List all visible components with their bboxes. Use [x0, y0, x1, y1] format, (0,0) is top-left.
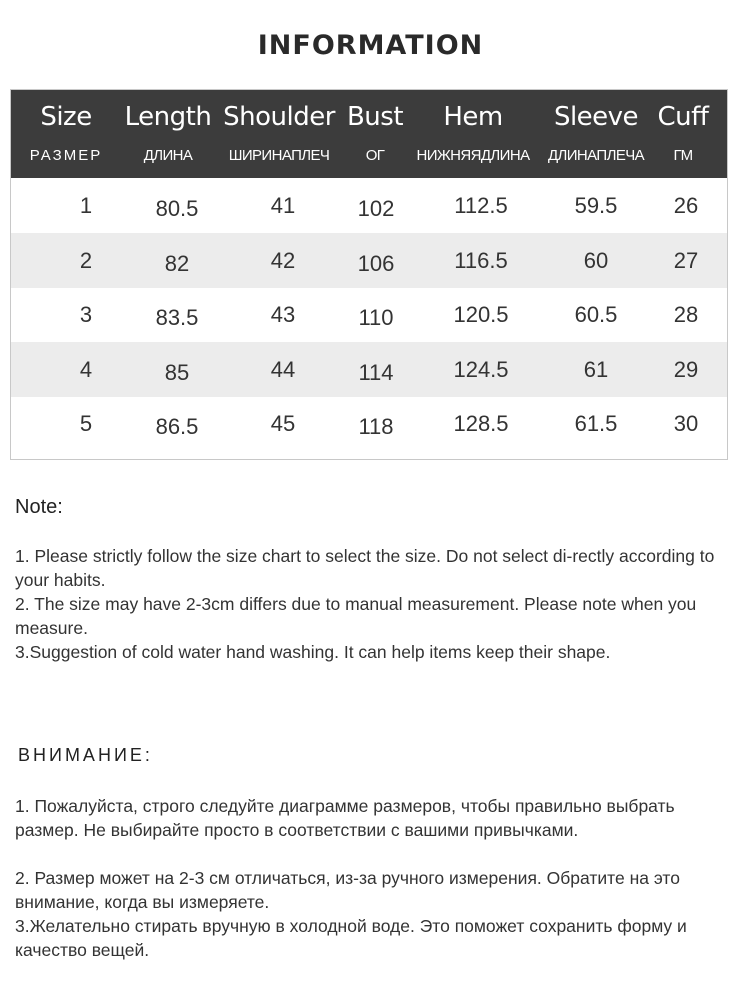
ru-note-item: 1. Пожалуйста, строго следуйте диаграмме размеров, чтобы правильно выбрать размер. Не выбирайте просто в соответствии с вашими привычками.: [15, 796, 675, 840]
note-item: 3.Suggestion of cold water hand washing. It can help items keep their shape.: [15, 642, 611, 662]
cell-bust: 118: [358, 414, 394, 439]
header-label: Length: [124, 102, 212, 132]
table-row: [11, 233, 727, 288]
header-label: Sleeve: [553, 102, 639, 132]
size-chart-table: [10, 89, 728, 460]
cell-sleeve: 59.5: [574, 193, 618, 218]
cell-sleeve: 61.5: [574, 411, 618, 436]
header-sleeve: [546, 90, 646, 178]
cell-size: 5: [79, 411, 93, 436]
cell-size: 2: [79, 247, 93, 273]
cell-size: 4: [79, 356, 93, 382]
cell-cuff: 26: [673, 193, 699, 218]
table-row: [11, 396, 727, 451]
cell-bust: 114: [358, 359, 394, 385]
header-sublabel: ОГ: [365, 147, 385, 164]
cell-length: 85: [164, 359, 190, 385]
cell-length: 80.5: [155, 196, 199, 221]
cell-bust: 110: [358, 305, 394, 330]
header-size: [26, 90, 106, 178]
note-item: 1. Please strictly follow the size chart to select the size. Do not select di-rectly according to your habits.: [15, 546, 715, 590]
cell-bust: 106: [357, 250, 395, 276]
cell-sleeve: 60.5: [574, 302, 618, 327]
header-shoulder: [223, 90, 335, 178]
header-label: Bust: [346, 102, 404, 132]
header-cuff: [657, 90, 709, 178]
cell-hem: 128.5: [453, 411, 509, 436]
cell-hem: 120.5: [453, 302, 509, 327]
table-header: [11, 90, 727, 178]
table-row: [11, 287, 727, 342]
cell-size: 3: [79, 302, 93, 327]
header-sublabel: РАЗМЕР: [29, 147, 103, 164]
cell-bust: 102: [357, 196, 395, 221]
header-bust: [345, 90, 405, 178]
cell-shoulder: 41: [270, 193, 296, 218]
cell-cuff: 30: [673, 411, 699, 436]
note-item: 2. The size may have 2-3cm differs due to manual measurement. Please note when you measure.: [15, 594, 697, 638]
ru-note-item: 3.Желательно стирать вручную в холодной воде. Это поможет сохранить форму и качество вещей.: [15, 916, 687, 960]
table-row: [11, 178, 727, 233]
cell-size: 1: [79, 193, 93, 218]
cell-cuff: 27: [673, 247, 699, 273]
cell-shoulder: 44: [270, 356, 296, 382]
table-row: [11, 342, 727, 397]
cell-length: 82: [164, 250, 190, 276]
cell-cuff: 29: [673, 356, 699, 382]
cell-length: 83.5: [155, 305, 199, 330]
cell-length: 86.5: [155, 414, 199, 439]
cell-sleeve: 60: [583, 247, 609, 273]
header-length: [124, 90, 212, 178]
header-hem: [416, 90, 530, 178]
header-label: Size: [40, 102, 92, 132]
header-sublabel: ДЛИНА: [143, 147, 193, 164]
header-sublabel: ДЛИНАПЛЕЧА: [547, 147, 645, 164]
cell-hem: 124.5: [453, 356, 509, 382]
header-label: Hem: [443, 102, 503, 132]
cell-shoulder: 42: [270, 247, 296, 273]
ru-note-item: 2. Размер может на 2-3 см отличаться, из-за ручного измерения. Обратите на это внимание, когда вы измеряете.: [15, 868, 680, 912]
cell-cuff: 28: [673, 302, 699, 327]
cell-shoulder: 43: [270, 302, 296, 327]
header-sublabel: ГМ: [673, 147, 693, 164]
note-heading: Note:: [15, 496, 63, 518]
ru-note-heading: ВНИМАНИЕ:: [18, 745, 153, 765]
header-sublabel: НИЖНЯЯДЛИНА: [416, 147, 530, 164]
cell-hem: 116.5: [454, 247, 508, 273]
header-label: Cuff: [657, 102, 709, 132]
header-label: Shoulder: [223, 102, 335, 132]
header-sublabel: ШИРИНАПЛЕЧ: [228, 147, 330, 164]
cell-hem: 112.5: [454, 193, 508, 218]
cell-shoulder: 45: [270, 411, 296, 436]
cell-sleeve: 61: [583, 356, 609, 382]
page-title: INFORMATION: [257, 30, 484, 61]
